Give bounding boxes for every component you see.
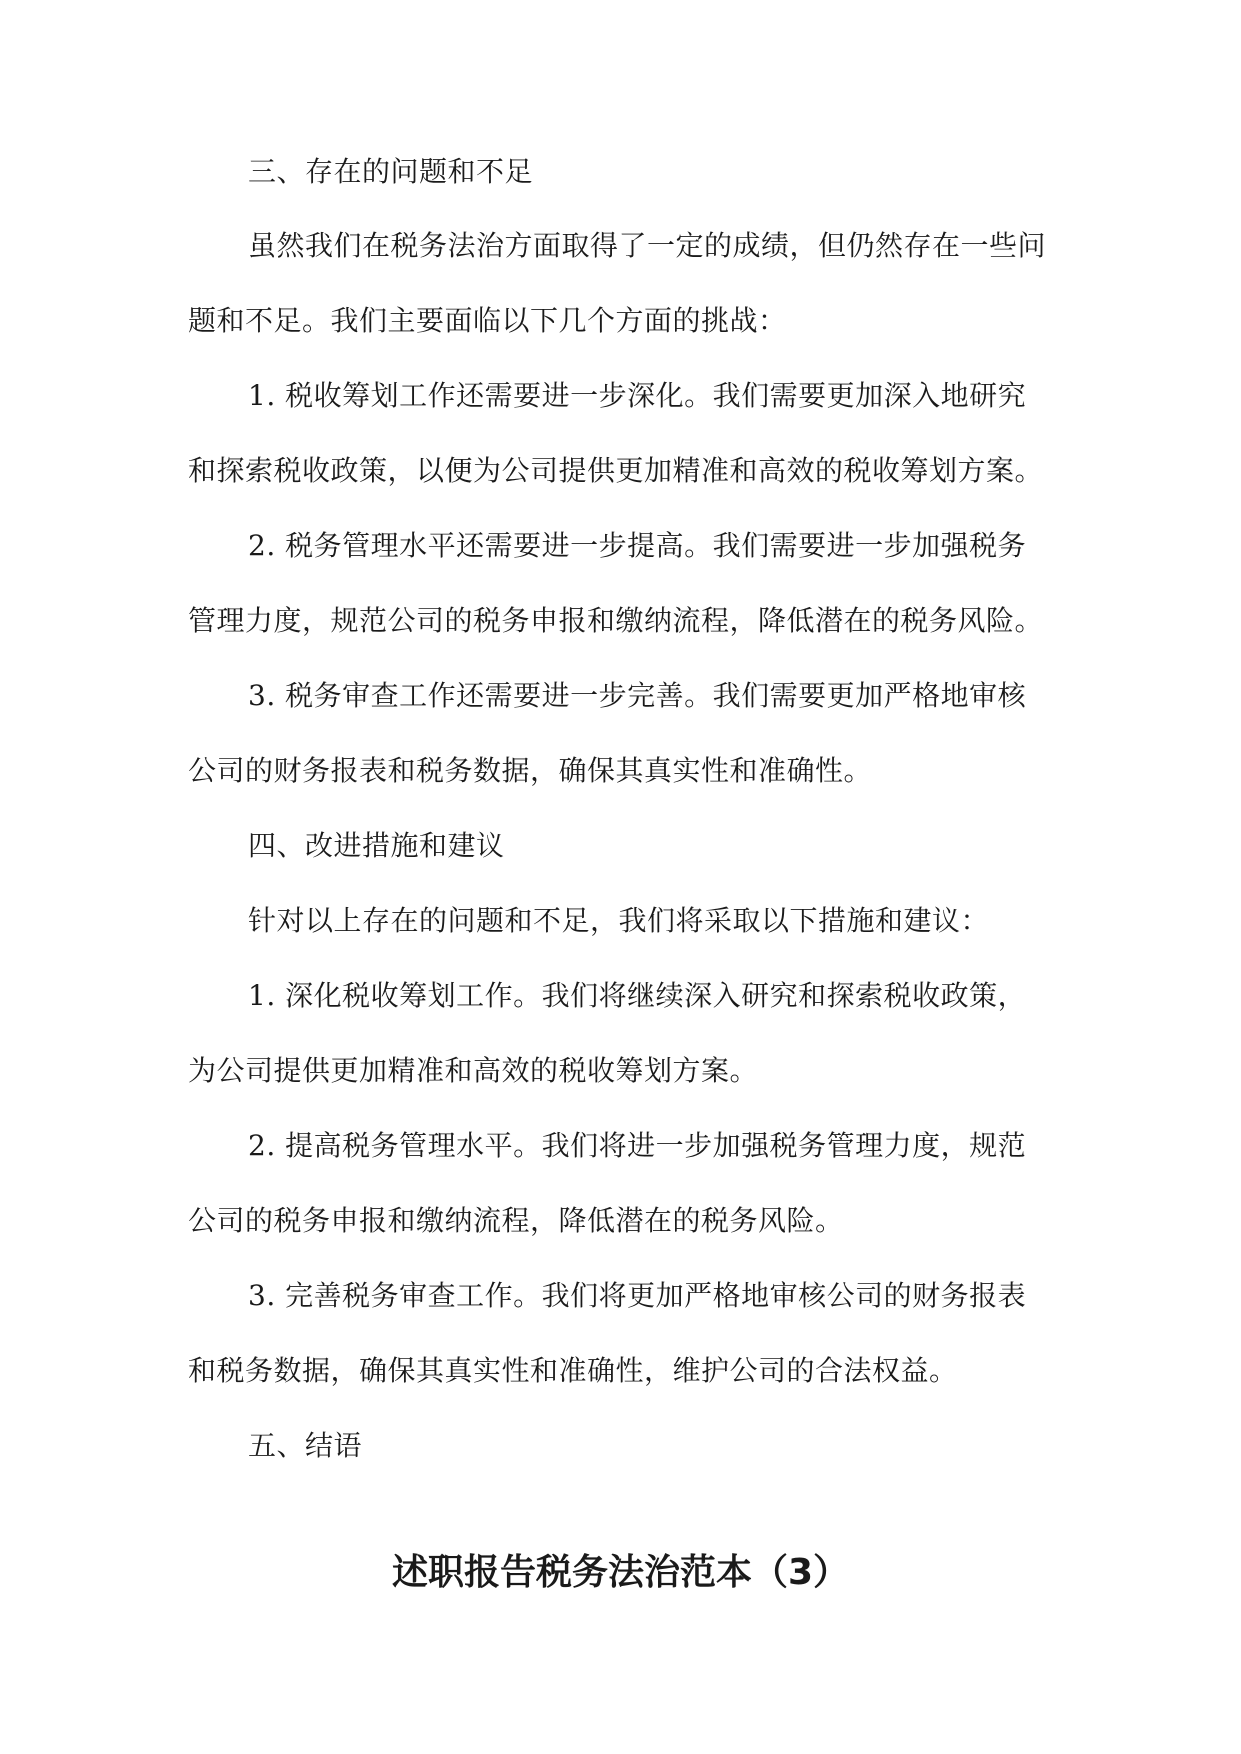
list-item-line: 公司的财务报表和税务数据，确保其真实性和准确性。: [188, 754, 873, 787]
list-item-line: 公司的税务申报和缴纳流程，降低潜在的税务风险。: [188, 1204, 844, 1237]
list-item-line: 2. 税务管理水平还需要进一步提高。我们需要进一步加强税务: [248, 529, 1027, 562]
list-item-line: 和税务数据，确保其真实性和准确性，维护公司的合法权益。: [188, 1354, 958, 1387]
list-item-line: 管理力度，规范公司的税务申报和缴纳流程，降低潜在的税务风险。: [188, 604, 1044, 637]
section-heading-conclusion: 五、结语: [248, 1429, 363, 1462]
list-item-line: 1. 税收筹划工作还需要进一步深化。我们需要更加深入地研究: [248, 379, 1027, 412]
list-item-line: 3. 税务审查工作还需要进一步完善。我们需要更加严格地审核: [248, 679, 1027, 712]
section-heading-problems: 三、存在的问题和不足: [248, 155, 534, 188]
paragraph-line: 针对以上存在的问题和不足，我们将采取以下措施和建议：: [248, 904, 990, 937]
list-item-line: 为公司提供更加精准和高效的税收筹划方案。: [188, 1054, 759, 1087]
list-item-line: 2. 提高税务管理水平。我们将进一步加强税务管理力度，规范: [248, 1129, 1027, 1162]
paragraph-line: 题和不足。我们主要面临以下几个方面的挑战：: [188, 304, 787, 337]
list-item-line: 和探索税收政策，以便为公司提供更加精准和高效的税收筹划方案。: [188, 454, 1044, 487]
paragraph-line: 虽然我们在税务法治方面取得了一定的成绩，但仍然存在一些问: [248, 229, 1047, 262]
document-title: 述职报告税务法治范本（3）: [391, 1552, 850, 1593]
list-item-line: 1. 深化税收筹划工作。我们将继续深入研究和探索税收政策，: [248, 979, 1027, 1012]
section-heading-measures: 四、改进措施和建议: [248, 829, 505, 862]
list-item-line: 3. 完善税务审查工作。我们将更加严格地审核公司的财务报表: [248, 1279, 1027, 1312]
